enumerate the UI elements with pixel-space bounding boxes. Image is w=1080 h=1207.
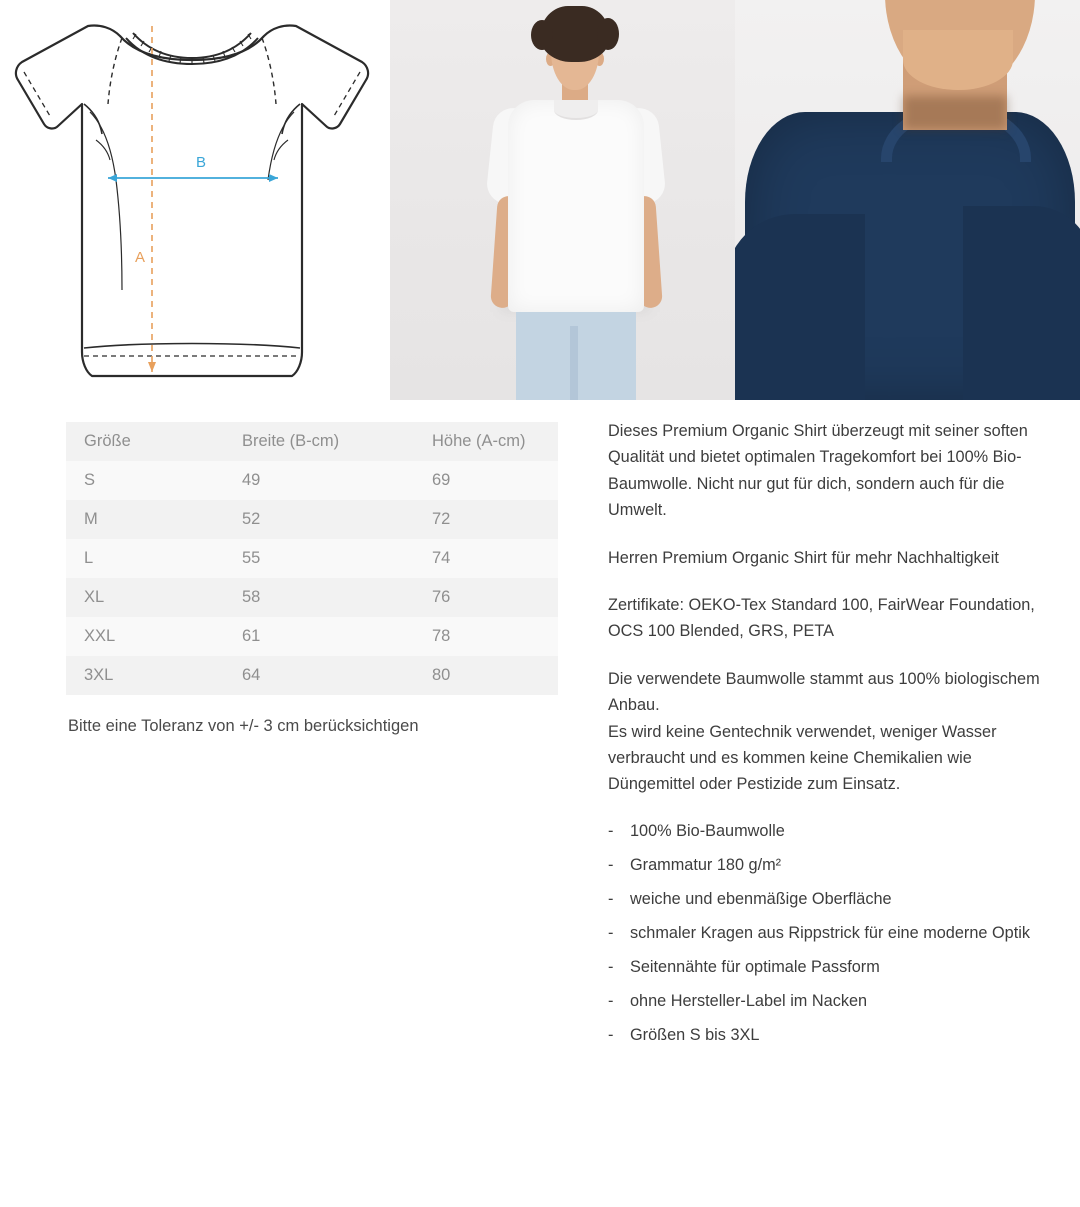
column-header-height: Höhe (A-cm) [432, 432, 526, 450]
feature-label: 100% Bio-Baumwolle [630, 821, 785, 840]
cell-width: 64 [242, 666, 261, 684]
shirt-collar [554, 100, 598, 120]
list-item [608, 920, 1040, 946]
bullet-dash: - [608, 992, 614, 1010]
cotton-line-2: Es wird keine Gentechnik verwendet, weniger Wasser verbraucht und es kommen keine Chemikalien wie Düngemittel oder Pestizide zum Einsatz. [608, 722, 997, 794]
shirt-shoulder-left [735, 214, 865, 400]
table-header-row [66, 422, 558, 461]
shirt-shoulder-right [963, 206, 1080, 400]
list-item [608, 1022, 1040, 1048]
cell-size: M [84, 510, 98, 528]
list-item [608, 852, 1040, 878]
feature-label: Seitennähte für optimale Passform [630, 957, 880, 976]
bullet-dash: - [608, 957, 614, 976]
table-row [66, 500, 558, 539]
description-certificates: Zertifikate: OEKO-Tex Standard 100, FairWear Foundation, OCS 100 Blended, GRS, PETA [608, 595, 1035, 641]
detail-photo-navy-collar [735, 0, 1080, 400]
feature-label: ohne Hersteller-Label im Nacken [630, 992, 868, 1010]
model-jaw [903, 30, 1013, 90]
column-header-size: Größe [84, 432, 131, 450]
cotton-line-1: Die verwendete Baumwolle stammt aus 100% biologischem Anbau. [608, 669, 1040, 715]
model-jeans [516, 300, 636, 400]
product-details [0, 400, 1080, 1056]
table-row [66, 617, 558, 656]
bullet-dash: - [608, 889, 614, 908]
description-column [600, 400, 1080, 1056]
cell-height: 78 [432, 627, 451, 645]
measure-label-width: B [195, 154, 207, 171]
bullet-dash: - [608, 855, 614, 874]
cell-width: 49 [242, 471, 261, 489]
list-item [608, 988, 1040, 1014]
cell-height: 80 [432, 666, 451, 684]
bullet-dash: - [608, 923, 614, 942]
column-header-width: Breite (B-cm) [242, 432, 340, 450]
bullet-dash: - [608, 1026, 614, 1045]
table-row [66, 656, 558, 695]
model-photo-white-shirt [390, 0, 735, 400]
size-chart-column [0, 400, 600, 1056]
bullet-dash: - [608, 821, 614, 840]
cell-size: L [84, 549, 94, 567]
product-image-strip [0, 0, 1080, 400]
model-hair [540, 6, 610, 62]
cell-size: XL [84, 588, 105, 606]
technical-drawing-panel [0, 0, 390, 400]
size-chart-table [66, 422, 558, 695]
cell-size: 3XL [84, 666, 114, 684]
feature-list [608, 818, 1040, 1048]
cell-height: 76 [432, 588, 451, 606]
description-intro: Dieses Premium Organic Shirt überzeugt mit seiner soften Qualität und bietet optimalen Tragekomfort bei 100% Bio-Baumwolle. Nicht nur gut für dich, sondern auch für die Umwelt. [608, 422, 1028, 520]
cell-height: 74 [432, 549, 451, 567]
cell-height: 69 [432, 471, 451, 489]
description-cotton-origin [608, 666, 1040, 798]
white-tshirt [508, 100, 644, 312]
cell-height: 72 [432, 510, 451, 528]
feature-label: Grammatur 180 g/m² [630, 855, 782, 874]
tolerance-note: Bitte eine Toleranz von +/- 3 cm berücksichtigen [68, 717, 419, 735]
feature-label: schmaler Kragen aus Rippstrick für eine moderne Optik [630, 923, 1030, 942]
cell-width: 52 [242, 510, 261, 528]
neck-shadow [903, 96, 1007, 130]
cell-size: S [84, 471, 96, 489]
table-row [66, 578, 558, 617]
description-subtitle: Herren Premium Organic Shirt für mehr Nachhaltigkeit [608, 548, 999, 567]
list-item [608, 954, 1040, 980]
cell-width: 55 [242, 549, 261, 567]
list-item [608, 886, 1040, 912]
tshirt-technical-drawing [0, 0, 390, 400]
list-item [608, 818, 1040, 844]
cell-width: 61 [242, 627, 261, 645]
measure-label-height: A [134, 249, 146, 266]
feature-label: weiche und ebenmäßige Oberfläche [630, 889, 892, 908]
cell-size: XXL [84, 627, 116, 645]
table-row [66, 539, 558, 578]
cell-width: 58 [242, 588, 261, 606]
table-row [66, 461, 558, 500]
feature-label: Größen S bis 3XL [630, 1026, 760, 1045]
